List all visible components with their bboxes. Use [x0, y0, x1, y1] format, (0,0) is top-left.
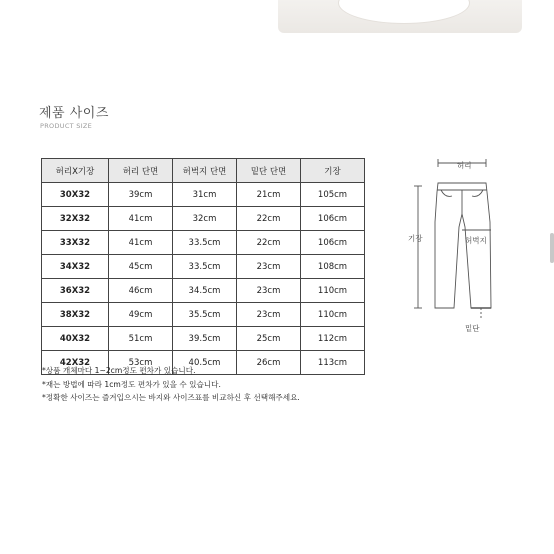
cell-thigh: 33.5cm	[173, 231, 237, 255]
cell-hem: 22cm	[237, 231, 301, 255]
cell-waist: 53cm	[109, 351, 173, 375]
cell-waist: 41cm	[109, 231, 173, 255]
note-line: *상품 개체마다 1~2cm정도 편차가 있습니다.	[42, 366, 196, 375]
cell-length: 106cm	[301, 207, 365, 231]
cell-size: 38X32	[42, 303, 109, 327]
cell-length: 106cm	[301, 231, 365, 255]
cell-thigh: 32cm	[173, 207, 237, 231]
cell-length: 113cm	[301, 351, 365, 375]
table-row	[42, 279, 365, 303]
size-table	[41, 158, 365, 375]
size-notes	[42, 364, 300, 405]
header-length: 기장	[301, 159, 365, 183]
cell-waist: 49cm	[109, 303, 173, 327]
diagram-label-hem: 밑단	[465, 324, 480, 333]
cell-size: 30X32	[42, 183, 109, 207]
cell-size: 32X32	[42, 207, 109, 231]
table-row	[42, 231, 365, 255]
header-hem: 밑단 단면	[237, 159, 301, 183]
cell-thigh: 40.5cm	[173, 351, 237, 375]
cell-hem: 23cm	[237, 279, 301, 303]
table-row	[42, 183, 365, 207]
header-size: 허리X기장	[42, 159, 109, 183]
table-row	[42, 207, 365, 231]
note-line: *재는 방법에 따라 1cm정도 편차가 있을 수 있습니다.	[42, 379, 221, 389]
product-photo-bottom	[278, 0, 522, 33]
product-photo-shape	[338, 0, 470, 24]
cell-size: 40X32	[42, 327, 109, 351]
cell-hem: 25cm	[237, 327, 301, 351]
cell-thigh: 39.5cm	[173, 327, 237, 351]
cell-size: 33X32	[42, 231, 109, 255]
diagram-label-waist: 허리	[457, 161, 472, 170]
header-waist: 허리 단면	[109, 159, 173, 183]
cell-size: 42X32	[42, 351, 109, 375]
note-line: *정확한 사이즈는 즐겨입으시는 바지와 사이즈표를 비교하신 후 선택해주세요.	[42, 393, 300, 402]
cell-hem: 23cm	[237, 255, 301, 279]
table-row	[42, 327, 365, 351]
cell-thigh: 35.5cm	[173, 303, 237, 327]
cell-hem: 23cm	[237, 303, 301, 327]
header-thigh: 허벅지 단면	[173, 159, 237, 183]
diagram-label-length: 기장	[408, 234, 423, 243]
cell-waist: 46cm	[109, 279, 173, 303]
cell-thigh: 34.5cm	[173, 279, 237, 303]
cell-hem: 26cm	[237, 351, 301, 375]
cell-size: 34X32	[42, 255, 109, 279]
cell-waist: 39cm	[109, 183, 173, 207]
cell-hem: 21cm	[237, 183, 301, 207]
table-row	[42, 255, 365, 279]
cell-length: 112cm	[301, 327, 365, 351]
cell-size: 36X32	[42, 279, 109, 303]
cell-waist: 41cm	[109, 207, 173, 231]
section-subtitle: PRODUCT SIZE	[40, 122, 93, 130]
cell-thigh: 33.5cm	[173, 255, 237, 279]
cell-hem: 22cm	[237, 207, 301, 231]
cell-length: 110cm	[301, 303, 365, 327]
table-header-row	[42, 159, 365, 183]
scrollbar-thumb[interactable]	[550, 233, 554, 263]
cell-length: 105cm	[301, 183, 365, 207]
section-title: 제품 사이즈	[39, 106, 109, 121]
cell-thigh: 31cm	[173, 183, 237, 207]
cell-length: 110cm	[301, 279, 365, 303]
diagram-label-thigh: 허벅지	[465, 236, 487, 245]
cell-waist: 51cm	[109, 327, 173, 351]
cell-length: 108cm	[301, 255, 365, 279]
table-row	[42, 303, 365, 327]
cell-waist: 45cm	[109, 255, 173, 279]
